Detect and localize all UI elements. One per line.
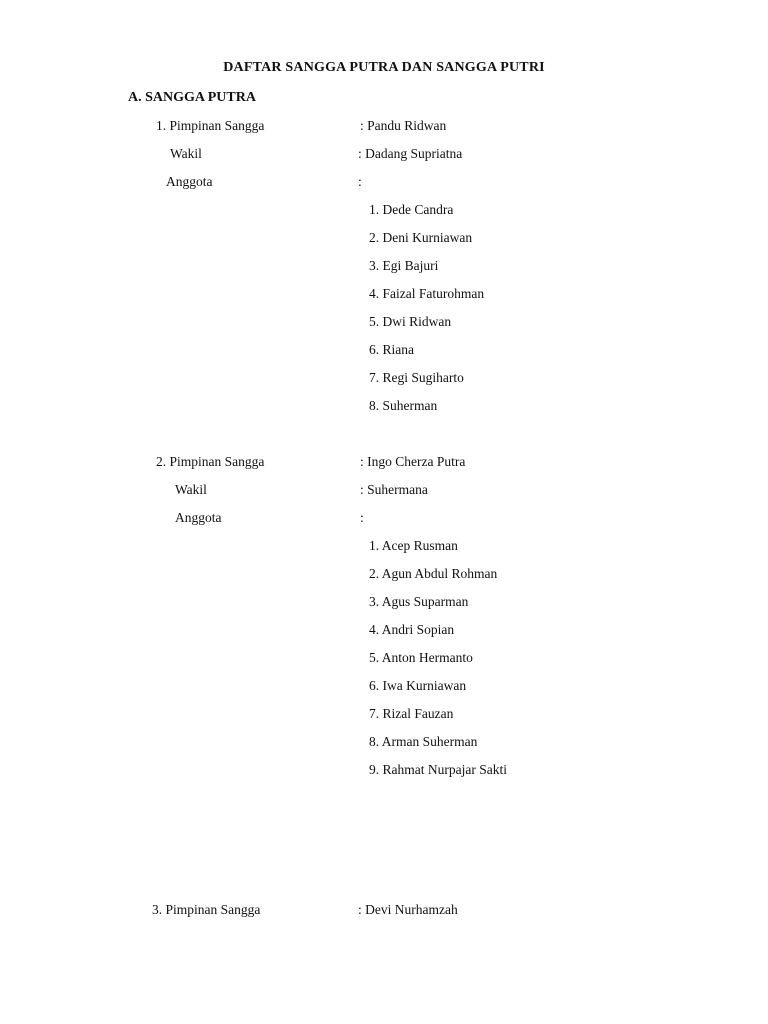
group-1-leader-label: 1. Pimpinan Sangga (156, 118, 265, 133)
group-2-leader-label: 2. Pimpinan Sangga (156, 454, 265, 469)
group-2-deputy-label: Wakil (175, 482, 207, 497)
group-2-members-colon: : (360, 510, 364, 525)
group-1-members-colon: : (358, 174, 362, 189)
group-1-deputy-name: : Dadang Supriatna (358, 146, 463, 161)
list-item: 1. Dede Candra (369, 202, 454, 217)
list-item: 7. Rizal Fauzan (369, 706, 454, 721)
list-item: 2. Deni Kurniawan (369, 230, 473, 245)
list-item: 9. Rahmat Nurpajar Sakti (369, 762, 507, 777)
list-item: 4. Andri Sopian (369, 622, 455, 637)
list-item: 7. Regi Sugiharto (369, 370, 464, 385)
group-2-leader-name: : Ingo Cherza Putra (360, 454, 466, 469)
group-1-members-label: Anggota (166, 174, 213, 189)
list-item: 4. Faizal Faturohman (369, 286, 485, 301)
list-item: 5. Dwi Ridwan (369, 314, 452, 329)
list-item: 1. Acep Rusman (369, 538, 458, 553)
group-2-members-label: Anggota (175, 510, 222, 525)
group-1-deputy-label: Wakil (170, 146, 202, 161)
section-a-heading: A. SANGGA PUTRA (128, 90, 256, 105)
list-item: 6. Riana (369, 342, 414, 357)
group-2-deputy-name: : Suhermana (360, 482, 428, 497)
list-item: 3. Agus Suparman (369, 594, 469, 609)
group-3-leader-label: 3. Pimpinan Sangga (152, 902, 261, 917)
list-item: 6. Iwa Kurniawan (369, 678, 467, 693)
list-item: 3. Egi Bajuri (369, 258, 439, 273)
list-item: 8. Suherman (369, 398, 438, 413)
group-1-leader-name: : Pandu Ridwan (360, 118, 447, 133)
document-title: DAFTAR SANGGA PUTRA DAN SANGGA PUTRI (223, 60, 545, 75)
list-item: 5. Anton Hermanto (369, 650, 473, 665)
list-item: 8. Arman Suherman (369, 734, 478, 749)
group-3-leader-name: : Devi Nurhamzah (358, 902, 458, 917)
list-item: 2. Agun Abdul Rohman (369, 566, 498, 581)
